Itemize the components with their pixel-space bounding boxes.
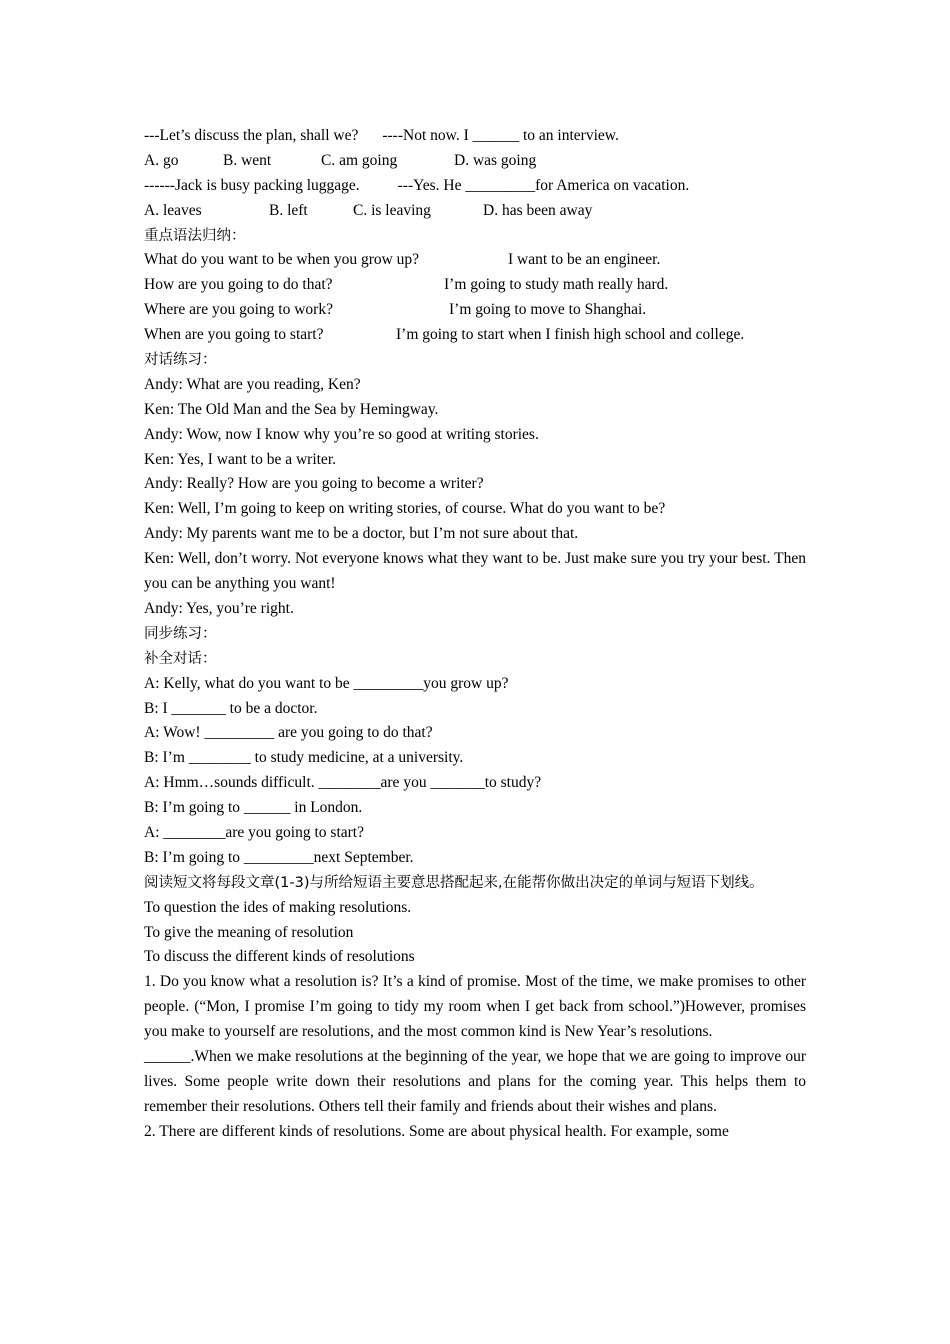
option-a: A. go <box>144 151 179 169</box>
reading-paragraph: 1. Do you know what a resolution is? It’s a kind of promise. Most of the time, we make promises to other people. (“Mon, I promise I’m going to tidy my room when I get back from school.”)However, promises you make to yourself are resolutions, and the most common kind is New Year’s resolutions. <box>144 973 806 1041</box>
question-2 <box>144 174 806 199</box>
dialogue-line: Ken: Yes, I want to be a writer. <box>144 450 336 468</box>
dialogue-line: Andy: Yes, you’re right. <box>144 599 294 617</box>
option-c: C. am going <box>321 151 398 169</box>
practice-line: B: I’m going to ______ in London. <box>144 799 363 817</box>
grammar-question: When are you going to start? <box>144 326 324 344</box>
document-page <box>144 124 806 1145</box>
practice-line: A: Hmm…sounds difficult. ________are you _______to study? <box>144 774 542 792</box>
option-d: D. was going <box>454 151 537 169</box>
option-b: B. left <box>269 201 308 219</box>
practice-line: A: ________are you going to start? <box>144 823 364 841</box>
practice-heading: 同步练习： <box>144 625 217 642</box>
grammar-answer: I’m going to move to Shanghai. <box>449 301 647 319</box>
grammar-row <box>144 323 806 348</box>
dialogue-line: Andy: My parents want me to be a doctor, but I’m not sure about that. <box>144 525 579 543</box>
dialogue-line: Andy: Wow, now I know why you’re so good at writing stories. <box>144 425 539 443</box>
grammar-answer: I’m going to start when I finish high school and college. <box>396 326 745 344</box>
grammar-answer: I’m going to study math really hard. <box>444 276 669 294</box>
reading-option: To question the ides of making resolutions. <box>144 898 412 916</box>
grammar-question: What do you want to be when you grow up? <box>144 251 420 269</box>
grammar-row <box>144 298 806 323</box>
question-1-response: ----Not now. I ______ to an interview. <box>382 127 619 144</box>
dialogue-line: Ken: The Old Man and the Sea by Hemingway. <box>144 400 439 418</box>
reading-option: To give the meaning of resolution <box>144 923 354 941</box>
grammar-question: How are you going to do that? <box>144 276 333 294</box>
reading-paragraph: ______.When we make resolutions at the beginning of the year, we hope that we are going to improve our lives. Some people write down their resolutions and plans for the coming year. This helps them to remember their resolutions. Others tell their family and friends about their wishes and plans. <box>144 1048 806 1115</box>
practice-line: B: I’m going to _________next September. <box>144 848 414 866</box>
question-1-options <box>144 149 806 174</box>
reading-paragraph: 2. There are different kinds of resolutions. Some are about physical health. For example, some <box>144 1122 729 1140</box>
practice-line: B: I _______ to be a doctor. <box>144 699 318 717</box>
question-1 <box>144 124 806 149</box>
dialogue-line: Ken: Well, don’t worry. Not everyone knows what they want to be. Just make sure you try your best. Then you can be anything you want! <box>144 550 806 593</box>
option-d: D. has been away <box>483 201 593 219</box>
practice-subheading: 补全对话： <box>144 650 217 667</box>
grammar-row <box>144 273 806 298</box>
question-2-response: ---Yes. He _________for America on vacation. <box>397 176 690 194</box>
reading-option: To discuss the different kinds of resolutions <box>144 948 415 966</box>
option-c: C. is leaving <box>353 201 431 219</box>
practice-line: A: Wow! _________ are you going to do that? <box>144 724 433 742</box>
practice-line: A: Kelly, what do you want to be _________you grow up? <box>144 674 509 692</box>
question-2-options <box>144 199 806 224</box>
option-a: A. leaves <box>144 201 202 219</box>
grammar-answer: I want to be an engineer. <box>508 251 661 269</box>
practice-line: B: I’m ________ to study medicine, at a university. <box>144 749 464 767</box>
dialogue-line: Andy: Really? How are you going to become a writer? <box>144 475 484 493</box>
grammar-question: Where are you going to work? <box>144 301 333 319</box>
grammar-row <box>144 248 806 273</box>
dialogue-line: Andy: What are you reading, Ken? <box>144 375 361 393</box>
option-b: B. went <box>223 151 272 169</box>
reading-instruction: 阅读短文将每段文章(1-3)与所给短语主要意思搭配起来,在能帮你做出决定的单词与短语下划线。 <box>144 874 764 891</box>
grammar-heading: 重点语法归纳： <box>144 227 246 244</box>
dialogue-line: Ken: Well, I’m going to keep on writing stories, of course. What do you want to be? <box>144 500 666 518</box>
question-2-prompt: ------Jack is busy packing luggage. <box>144 176 360 194</box>
question-1-prompt: ---Let’s discuss the plan, shall we? <box>144 127 359 144</box>
dialogue-heading: 对话练习： <box>144 352 217 369</box>
